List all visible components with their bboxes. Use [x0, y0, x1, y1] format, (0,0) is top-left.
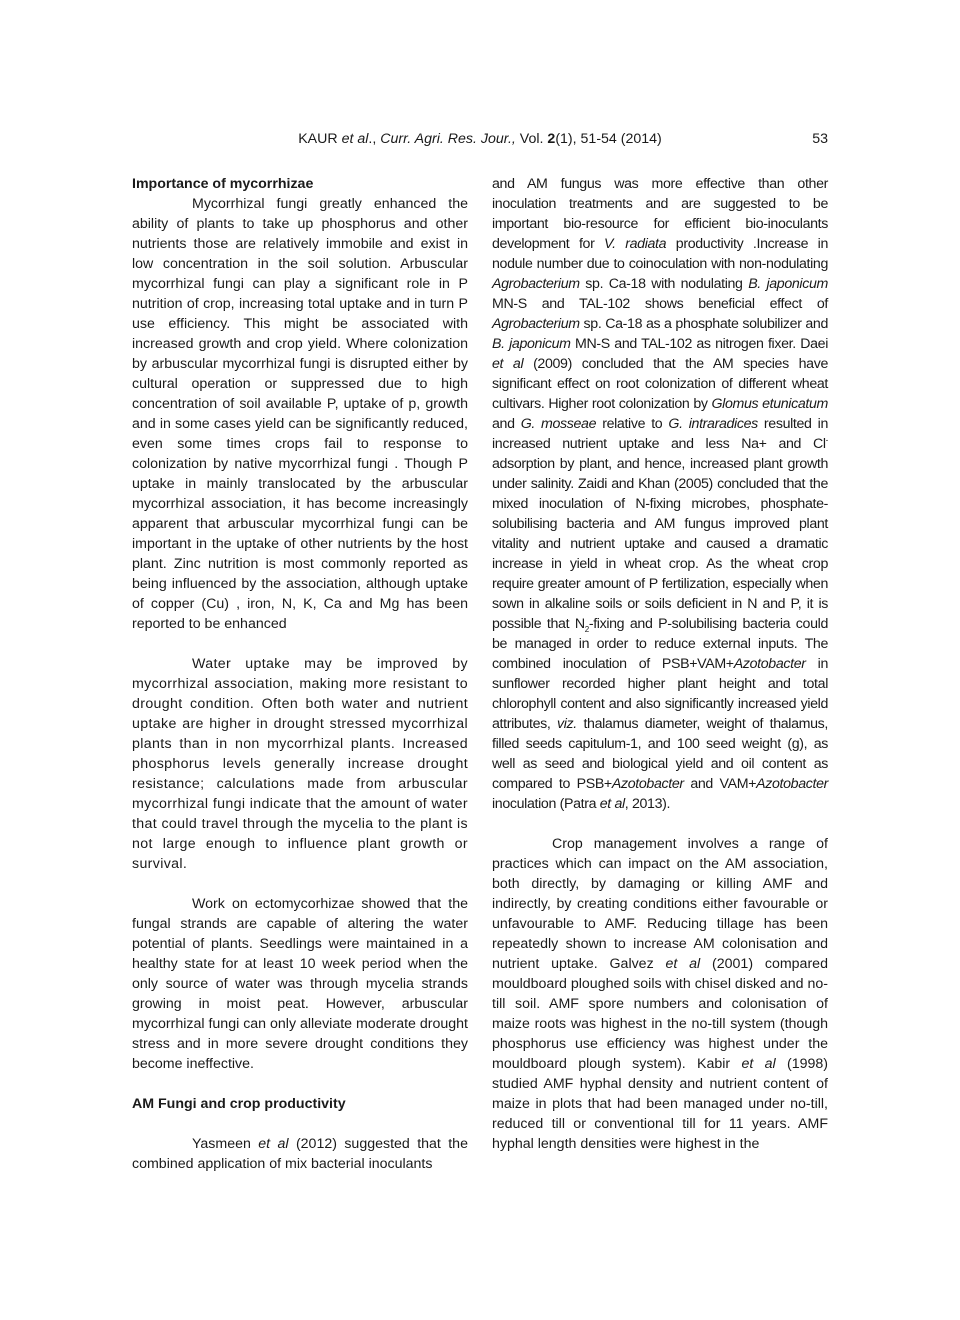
- text-run: , 2013).: [624, 796, 671, 812]
- paragraph-gap: [132, 1074, 468, 1094]
- species-name: G. intraradices: [668, 416, 758, 432]
- text-run: MN-S and TAL-102 as nitrogen fixer. Daei: [575, 336, 828, 352]
- paragraph: Work on ectomycorhizae showed that the fungal strands are capable of altering the water potential of plants. Seedlings were maintained in a healthy state for at least 10 week period when the only source of water was through mycelia strands growing in moist peat. However, arbuscular mycorrhizal fungi can only alleviate moderate drought stress and in more severe drought conditions they become ineffective.: [132, 896, 468, 1072]
- species-name: Azotobacter: [756, 776, 828, 792]
- header-author: KAUR: [298, 131, 338, 147]
- running-header: [132, 129, 828, 149]
- text-run: and VAM+: [690, 776, 757, 792]
- text-run: sp. Ca-18 with nodulating: [585, 276, 743, 292]
- et-al: et al: [741, 1056, 776, 1072]
- text-run: MN-S and TAL-102 shows beneficial effect of: [492, 296, 828, 312]
- header-etal: et al: [341, 131, 369, 147]
- journal-citation: KAUR et al., Curr. Agri. Res. Jour., Vol. 2(1), 51-54 (2014): [298, 131, 662, 147]
- paragraph-gap: [132, 874, 468, 894]
- et-al: et al: [665, 956, 701, 972]
- species-name: Glomus etunicatum: [711, 396, 828, 412]
- viz-abbrev: viz.: [557, 716, 577, 732]
- paragraph: [492, 834, 828, 1154]
- text-run: adsorption by plant, and hence, increased plant growth under salinity. Zaidi and Khan (2005) concluded that the mixed inoculation of N-fixing microbes, phosphate-solubilising bacteria and AM fungus improved plant vitality and nutrient uptake and caused a dramatic increase in yield in wheat crop. As the wheat crop require greater amount of P fertilization, especially when sown in alkaline soils or soils deficient in N and P, it is possible that N: [492, 456, 828, 632]
- text-run: and: [492, 416, 515, 432]
- section-heading-importance: Importance of mycorrhizae: [132, 176, 314, 192]
- species-name: G. mosseae: [520, 416, 597, 432]
- text-run: (2001) compared mouldboard ploughed soils with chisel disked and no-till soil. AMF spore numbers and colonisation of maize roots was highest in the no-till system (though phosphorus use efficiency was highest under the mouldboard plough system). Kabir: [492, 956, 828, 1072]
- header-journal: Curr. Agri. Res. Jour.,: [380, 131, 516, 147]
- paragraph: [132, 1134, 468, 1174]
- paragraph-gap: [132, 1114, 468, 1134]
- text-run: Crop management involves a range of practices which can impact on the AM association, both directly, by damaging or killing AMF and indirectly, by creating conditions either favourable or unfavourable to AMF. Reducing tillage has been repeatedly shown to increase AM colonisation and nutrient uptake. Galvez: [492, 836, 828, 972]
- header-issue-pages: (1), 51-54 (2014): [555, 131, 662, 147]
- paragraph: Mycorrhizal fungi greatly enhanced the ability of plants to take up phosphorus and other nutrients those are relatively immobile and exist in low concentration in the soil solution. Arbuscular mycorrhizal fungi can play a significant role in P nutrition of crop, increasing total uptake and in turn P use efficiency. This might be associated with increased growth and crop yield. Where colonization by arbuscular mycorrhizal fungi is disrupted either by cultural operation or suppressed due to high concentration of soil available P, uptake of p, growth and in some cases yield can be significantly reduced, even some times crops fail to response to colonization by native mycorrhizal fungi . Though P uptake in mainly translocated by the arbuscular mycorrhizal association, it has become increasingly apparent that arbuscular mycorrhizal fungi can be important in the uptake of other nutrients by the host plant. Zinc nutrition is most commonly reported as being influenced by the association, although uptake of copper (Cu) , iron, N, K, Ca and Mg has been reported to be enhanced: [132, 196, 468, 632]
- et-al: et al: [599, 796, 625, 812]
- text-run: (2009) concluded that the AM species have significant effect on root colonization of different wheat cultivars. Higher root colonization by: [492, 356, 828, 412]
- text-run: resulted in increased nutrient uptake and less Na+ and Cl: [492, 416, 828, 452]
- header-volume: 2: [547, 131, 556, 147]
- et-al: et al: [492, 356, 524, 372]
- species-name: Agrobacterium: [492, 316, 580, 332]
- subscript: 2: [584, 624, 589, 634]
- text-run: productivity .Increase in nodule number due to coinoculation with non-nodulating: [492, 236, 829, 272]
- species-name: Azotobacter: [611, 776, 684, 792]
- header-vol-label: Vol.: [519, 131, 544, 147]
- paragraph: Water uptake may be improved by mycorrhizal association, making more resistant to drought condition. Often both water and nutrient uptake are higher in drought stressed mycorrhizal plants than in non mycorrhizal plants. Increased phosphorus levels generally increase drought resistance; calculations made from arbuscular mycorrhizal fungi indicate that the amount of water that could travel through the mycelia to the plant is not large enough to influence plant growth or survival.: [132, 656, 468, 872]
- author-name: Yasmeen: [192, 1136, 251, 1152]
- right-column: [492, 174, 828, 1154]
- text-run: (2012) suggested that the combined application of mix bacterial inoculants: [132, 1136, 468, 1172]
- et-al: et al: [258, 1136, 289, 1152]
- species-name: Azotobacter: [733, 656, 806, 672]
- text-run: and AM fungus was more effective than other inoculation treatments and are suggested to be important bio-resource for efficient bio-inoculants development for: [492, 176, 828, 252]
- species-name: B. japonicum: [492, 336, 571, 352]
- text-run: inoculation (Patra: [492, 796, 597, 812]
- left-column: [132, 174, 468, 1174]
- text-run: relative to: [602, 416, 663, 432]
- superscript: -: [825, 435, 828, 445]
- text-run: sp. Ca-18 as a phosphate solubilizer and: [583, 316, 829, 332]
- species-name: Agrobacterium: [492, 276, 580, 292]
- text-run: thalamus diameter, weight of thalamus, filled seeds capitulum-1, and 100 seed weight (g), as well as seed and biological yield and oil content as compared to PSB+: [492, 716, 828, 792]
- page-number: 53: [812, 131, 828, 147]
- paragraph: [492, 174, 828, 814]
- text-run: in sunflower recorded higher plant height and total chlorophyll content and also significantly increased yield attributes,: [492, 656, 828, 732]
- species-name: V. radiata: [604, 236, 667, 252]
- text-run: (1998) studied AMF hyphal density and nutrient content of maize in plots that had been managed under no-till, reduced till or conventional till for 11 years. AMF hyphal length densities were highest in the: [492, 1056, 828, 1152]
- paragraph-gap: [132, 634, 468, 654]
- paragraph-gap: [492, 814, 828, 834]
- text-run: -fixing and P-solubilising bacteria could be managed in order to reduce external inputs. The combined inoculation of PSB+VAM+: [492, 616, 828, 672]
- section-heading-am-fungi: AM Fungi and crop productivity: [132, 1096, 346, 1112]
- species-name: B. japonicum: [748, 276, 828, 292]
